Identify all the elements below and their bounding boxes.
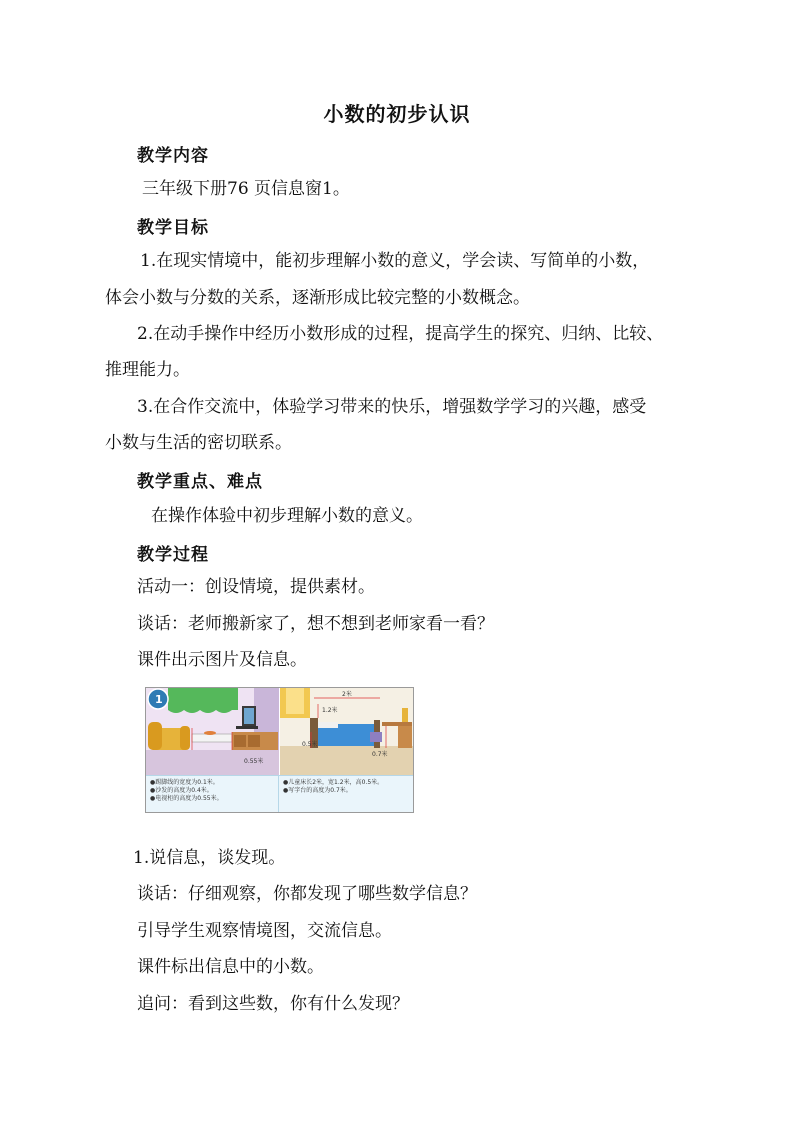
goal-3-line-2: 小数与生活的密切联系。 [105,433,292,453]
key-points-text: 在操作体验中初步理解小数的意义。 [151,506,423,526]
room-scene-svg [146,688,413,776]
talk-1: 谈话：老师搬新家了，想不想到老师家看一看？ [137,614,494,634]
right-desk-label: 0.7米 [372,751,388,758]
right-caption-1: ●儿童床长2米，宽1.2米，高0.5米。 [283,779,384,786]
left-caption-3: ●电视柜的高度为0.55米。 [150,795,223,802]
right-caption-2: ●写字台的高度为0.7米。 [283,787,352,794]
goal-1-line-1: 1.在现实情境中，能初步理解小数的意义，学会读、写简单的小数， [140,251,650,271]
right-height-label: 0.5米 [302,741,318,748]
right-room-floor [280,746,413,776]
guide: 引导学生观察情境图，交流信息。 [137,921,392,941]
desk [382,722,412,726]
goal-2-line-2: 推理能力。 [105,360,190,380]
talk-2: 谈话：仔细观察，你都发现了哪些数学信息？ [137,884,477,904]
ask: 追问：看到这些数，你有什么发现？ [137,994,409,1014]
lamp [402,708,408,722]
left-caption-1: ●踢脚线的宽度为0.1米。 [150,779,219,786]
heading-key-points: 教学重点、难点 [137,472,263,492]
right-top-label: 2米 [342,691,352,698]
step-1: 1.说信息，谈发现。 [133,848,286,868]
activity-1: 活动一：创设情境，提供素材。 [137,577,375,597]
badge-number: 1 [155,693,163,706]
courseware-2: 课件标出信息中的小数。 [137,957,324,977]
heading-teaching-goals: 教学目标 [137,218,209,238]
teaching-content-text: 三年级下册76 页信息窗1。 [142,179,350,199]
goal-1-line-2: 体会小数与分数的关系，逐渐形成比较完整的小数概念。 [105,288,530,308]
goal-3-line-1: 3.在合作交流中，体验学习带来的快乐，增强数学学习的兴趣，感受 [137,397,647,417]
heading-teaching-process: 教学过程 [137,545,209,565]
right-width-label: 1.2米 [322,707,338,714]
chair [370,732,382,742]
goal-2-line-1: 2.在动手操作中经历小数形成的过程，提高学生的探究、归纳、比较、 [137,324,664,344]
info-window-illustration [145,687,414,813]
left-room-label: 0.55米 [244,758,264,765]
left-caption-2: ●沙发的高度为0.4米。 [150,787,213,794]
courseware-1: 课件出示图片及信息。 [137,650,307,670]
right-captions [279,775,413,812]
page-title: 小数的初步认识 [323,102,471,126]
coffee-table [192,734,232,742]
heading-teaching-content: 教学内容 [137,146,209,166]
left-captions [146,775,279,812]
